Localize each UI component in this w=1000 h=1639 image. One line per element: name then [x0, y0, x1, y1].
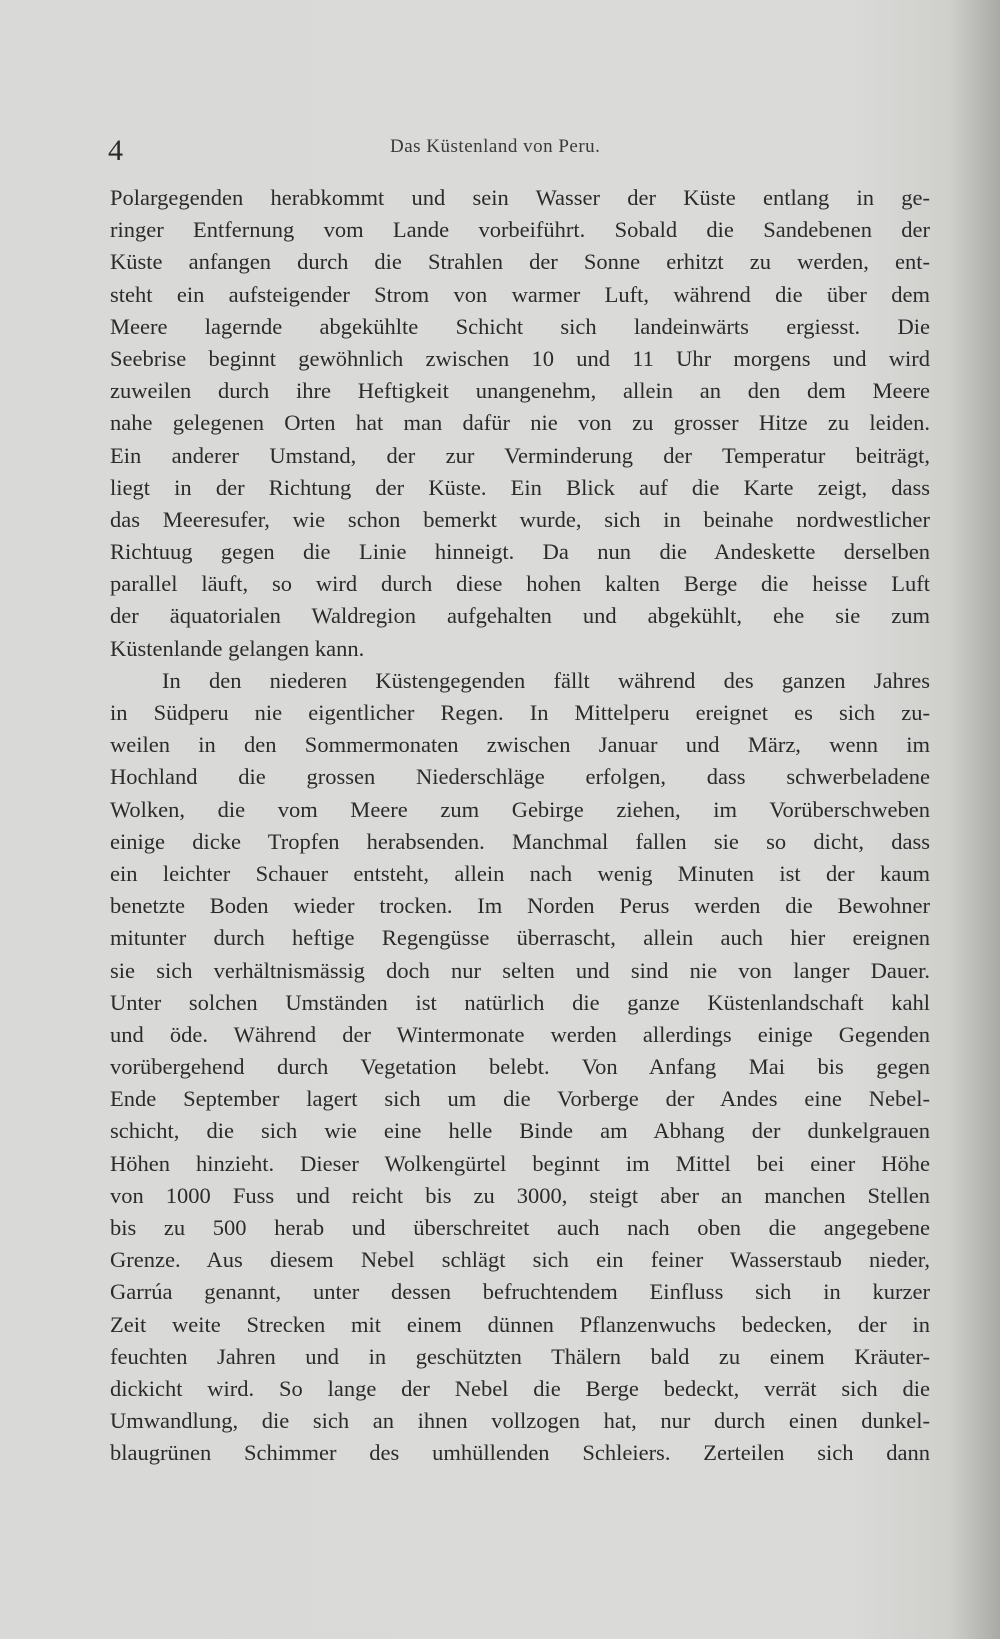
text-line: schicht, die sich wie eine helle Binde am Abhang der dunkelgrauen [110, 1118, 930, 1144]
text-line: von 1000 Fuss und reicht bis zu 3000, steigt aber an manchen Stellen [110, 1182, 930, 1208]
text-line: dickicht wird. So lange der Nebel die Berge bedeckt, verrät sich die [110, 1375, 930, 1401]
text-line: Meere lagernde abgekühlte Schicht sich landeinwärts ergiesst. Die [110, 313, 930, 339]
text-line: weilen in den Sommermonaten zwischen Januar und März, wenn im [110, 732, 930, 758]
text-line: Richtuug gegen die Linie hinneigt. Da nun die Andeskette derselben [110, 539, 930, 565]
page-number: 4 [108, 134, 123, 167]
text-line: mitunter durch heftige Regengüsse überrascht, allein auch hier ereignen [110, 925, 930, 951]
text-line: blaugrünen Schimmer des umhüllenden Schleiers. Zerteilen sich dann [110, 1440, 930, 1466]
text-line: steht ein aufsteigender Strom von warmer Luft, während die über dem [110, 281, 930, 307]
text-line: Zeit weite Strecken mit einem dünnen Pflanzenwuchs bedecken, der in [110, 1311, 930, 1337]
text-line: Ende September lagert sich um die Vorberge der Andes eine Nebel- [110, 1086, 930, 1112]
text-line: Umwandlung, die sich an ihnen vollzogen hat, nur durch einen dunkel- [110, 1408, 930, 1434]
text-line: in Südperu nie eigentlicher Regen. In Mittelperu ereignet es sich zu- [110, 700, 930, 725]
text-line: liegt in der Richtung der Küste. Ein Blick auf die Karte zeigt, dass [110, 474, 930, 500]
text-line-paragraph-start: In den niederen Küstengegenden fällt während des ganzen Jahres [162, 667, 930, 693]
running-head: Das Küstenland von Peru. [390, 136, 601, 157]
text-line: und öde. Während der Wintermonate werden allerdings einige Gegenden [110, 1021, 930, 1047]
text-line: Hochland die grossen Niederschläge erfolgen, dass schwerbeladene [110, 764, 930, 790]
text-line: Höhen hinzieht. Dieser Wolkengürtel beginnt im Mittel bei einer Höhe [110, 1150, 930, 1176]
text-line: vorübergehend durch Vegetation belebt. Von Anfang Mai bis gegen [110, 1054, 930, 1080]
text-line: Küste anfangen durch die Strahlen der Sonne erhitzt zu werden, ent- [110, 249, 930, 275]
text-line: nahe gelegenen Orten hat man dafür nie von zu grosser Hitze zu leiden. [110, 410, 930, 436]
text-line: Grenze. Aus diesem Nebel schlägt sich ein feiner Wasserstaub nieder, [110, 1247, 930, 1273]
text-line: der äquatorialen Waldregion aufgehalten und abgekühlt, ehe sie zum [110, 603, 930, 629]
text-line: Unter solchen Umständen ist natürlich die ganze Küstenlandschaft kahl [110, 989, 930, 1015]
text-line: ringer Entfernung vom Lande vorbeiführt. Sobald die Sandebenen der [110, 217, 930, 243]
text-line: bis zu 500 herab und überschreitet auch nach oben die angegebene [110, 1215, 930, 1240]
text-line: Polargegenden herabkommt und sein Wasser der Küste entlang in ge- [110, 185, 930, 210]
text-line: das Meeresufer, wie schon bemerkt wurde, sich in beinahe nordwestlicher [110, 506, 930, 532]
text-line: benetzte Boden wieder trocken. Im Norden Perus werden die Bewohner [110, 893, 930, 919]
text-line: feuchten Jahren und in geschützten Thälern bald zu einem Kräuter- [110, 1343, 930, 1369]
text-line: zuweilen durch ihre Heftigkeit unangenehm, allein an den dem Meere [110, 378, 930, 404]
text-line: Wolken, die vom Meere zum Gebirge ziehen, im Vorüberschweben [110, 796, 930, 822]
text-line-paragraph-end: Küstenlande gelangen kann. [110, 635, 365, 661]
page-header [108, 128, 928, 172]
text-line: Garrúa genannt, unter dessen befruchtendem Einfluss sich in kurzer [110, 1279, 930, 1305]
text-line: ein leichter Schauer entsteht, allein nach wenig Minuten ist der kaum [110, 860, 930, 886]
text-line: Ein anderer Umstand, der zur Verminderung der Temperatur beiträgt, [110, 442, 930, 468]
body-text [110, 182, 930, 1470]
text-line: Seebrise beginnt gewöhnlich zwischen 10 und 11 Uhr morgens und wird [110, 345, 930, 371]
text-line: sie sich verhältnismässig doch nur selten und sind nie von langer Dauer. [110, 957, 930, 983]
text-line: einige dicke Tropfen herabsenden. Manchmal fallen sie so dicht, dass [110, 828, 930, 854]
text-line: parallel läuft, so wird durch diese hohen kalten Berge die heisse Luft [110, 571, 930, 597]
